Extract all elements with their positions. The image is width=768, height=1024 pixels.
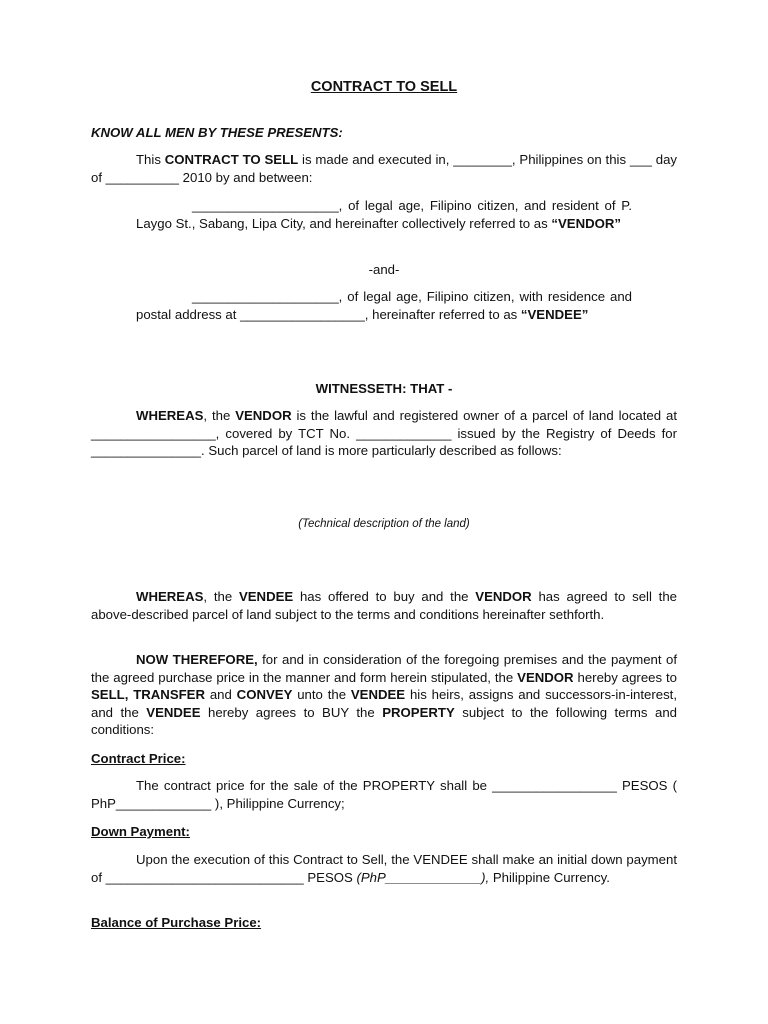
whereas-vendee-paragraph: WHEREAS, the VENDEE has offered to buy and the VENDOR has agreed to sell the above-described parcel of land subject to the terms and conditions hereinafter sethforth. [91,589,678,622]
whereas-vendor-paragraph: WHEREAS, the VENDOR is the lawful and registered owner of a parcel of land located at _________________, covered by TCT No. _____________ issued by the Registry of Deeds for _______________. Such parcel of land is more particularly described as follows: [91,408,677,458]
balance-heading: Balance of Purchase Price: [91,915,262,930]
intro-paragraph: This CONTRACT TO SELL is made and executed in, ________, Philippines on this ___ day of __________ 2010 by and between: [91,152,678,185]
technical-description: (Technical description of the land) [298,518,470,530]
contract-price-heading: Contract Price: [91,751,186,766]
vendor-party-paragraph: ____________________, of legal age, Filipino citizen, and resident of P. Laygo St., Sabang, Lipa City, and hereinafter collectively referred to as “VENDOR” [136,198,632,231]
contract-price-paragraph: The contract price for the sale of the PROPERTY shall be _________________ PESOS ( PhP_____________ ), Philippine Currency; [91,778,677,811]
witnesseth-heading: WITNESSETH: THAT - [315,381,453,396]
now-therefore-paragraph: NOW THEREFORE, for and in consideration of the foregoing premises and the payment of the agreed purchase price in the manner and form herein stipulated, the VENDOR hereby agrees to SELL, TRANSFER and CONVEY unto the VENDEE his heirs, assigns and successors-in-interest, and the VENDEE hereby agrees to BUY the PROPERTY subject to the following terms and conditions: [91,652,678,737]
document-title: CONTRACT TO SELL [310,79,458,95]
vendee-party-paragraph: ____________________, of legal age, Filipino citizen, with residence and postal address at _________________, hereinafter referred to as “VENDEE” [136,289,632,322]
know-all-men-heading: KNOW ALL MEN BY THESE PRESENTS: [91,125,343,140]
and-separator: -and- [368,262,400,277]
down-payment-paragraph: Upon the execution of this Contract to Sell, the VENDEE shall make an initial down payment of ___________________________ PESOS (PhP_____________), Philippine Currency. [91,852,677,885]
down-payment-heading: Down Payment: [91,824,190,839]
